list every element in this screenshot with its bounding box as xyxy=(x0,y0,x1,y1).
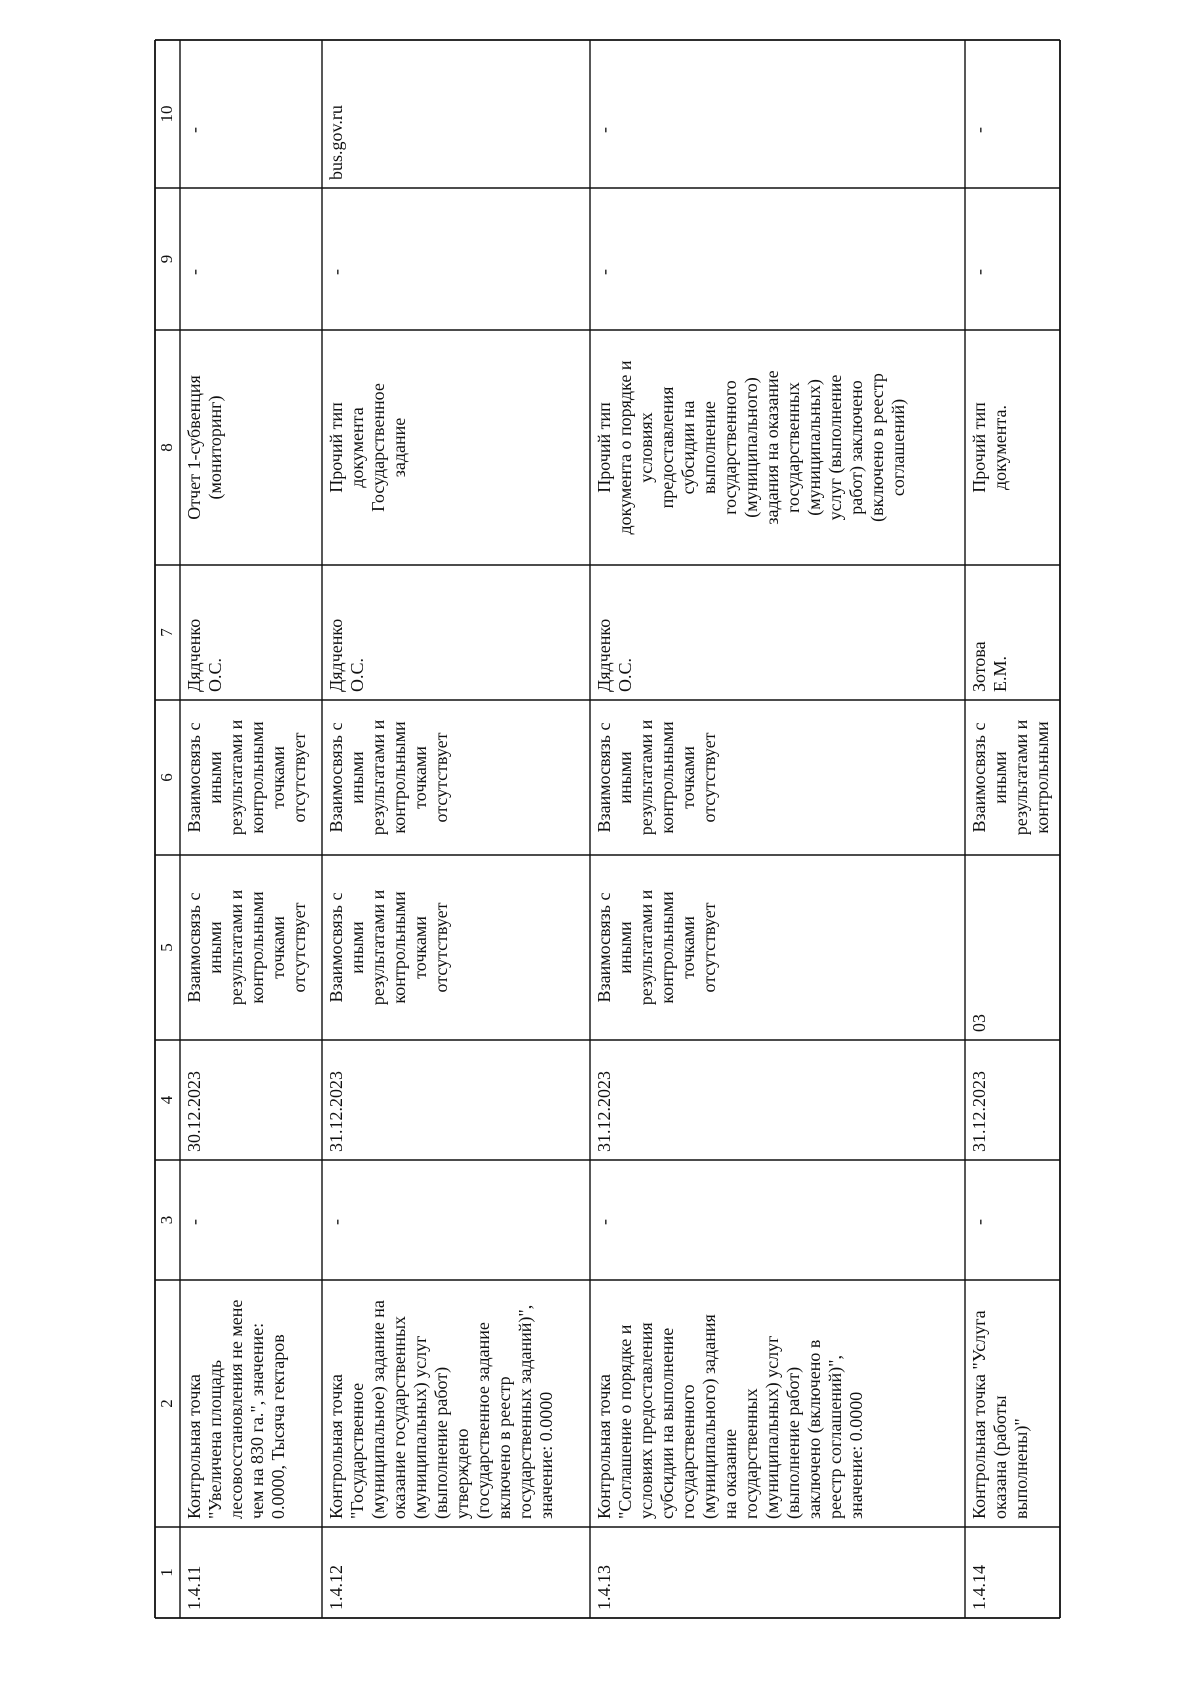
cell-col-2-line: (муниципальное) задание на xyxy=(368,1300,388,1519)
cell-col-6-line: контрольными xyxy=(389,721,409,834)
cell-col-6-line: Взаимосвязь с xyxy=(326,722,346,833)
cell-col-2 xyxy=(969,1310,1032,1519)
cell-col-5-line: точками xyxy=(410,916,430,979)
cell-col-8-line: задания на оказание xyxy=(762,370,782,525)
cell-col-1-line: 1.4.14 xyxy=(969,1565,989,1610)
cell-col-8-line: государственного xyxy=(720,380,740,515)
cell-col-6-line: отсутствует xyxy=(431,732,451,823)
cell-col-2-line: Контрольная точка "Услуга xyxy=(969,1310,989,1519)
cell-col-2-line: (муниципального) задания xyxy=(699,1314,719,1519)
cell-col-8-line: (муниципальных) xyxy=(804,379,824,516)
cell-col-5-line: 03 xyxy=(969,1014,989,1032)
cell-col-5-line: Взаимосвязь с xyxy=(594,892,614,1003)
cell-col-6-line: точками xyxy=(268,746,288,809)
column-number xyxy=(157,1095,176,1104)
cell-col-2-line: 0.0000, Тысяча гектаров xyxy=(268,1334,288,1519)
cell-col-2-line: (выполнение работ) xyxy=(431,1366,451,1519)
column-number-line: 4 xyxy=(157,1095,176,1105)
column-number xyxy=(157,106,176,123)
column-number-line: 3 xyxy=(157,1215,176,1225)
cell-col-8-line: задание xyxy=(389,417,409,478)
cell-col-7-line: О.С. xyxy=(347,657,367,692)
cell-col-2-line: реестр соглашений)", xyxy=(825,1354,845,1519)
cell-col-2 xyxy=(184,1300,288,1519)
cell-col-3 xyxy=(326,1219,346,1225)
column-number xyxy=(157,1568,176,1577)
cell-col-3 xyxy=(184,1219,204,1225)
cell-col-8-line: соглашений) xyxy=(888,398,908,497)
cell-col-1-line: 1.4.12 xyxy=(326,1565,346,1610)
cell-col-3-line: - xyxy=(326,1219,346,1225)
cell-col-6-line: Взаимосвязь с xyxy=(969,722,989,833)
cell-col-2 xyxy=(594,1314,866,1519)
cell-col-10 xyxy=(594,127,614,133)
cell-col-9-line: - xyxy=(594,269,614,275)
cell-col-8-line: (включено в реестр xyxy=(867,373,887,522)
cell-col-2-line: (выполнение работ) xyxy=(783,1366,803,1519)
cell-col-5 xyxy=(326,889,451,1005)
cell-col-4-line: 31.12.2023 xyxy=(594,1071,614,1152)
cell-col-6-line: результатами и xyxy=(368,719,388,836)
cell-col-2-line: чем на 830 га.", значение: xyxy=(247,1322,267,1519)
cell-col-2-line: значение: 0.0000 xyxy=(536,1391,556,1519)
cell-col-1 xyxy=(184,1566,204,1610)
column-number-line: 8 xyxy=(157,443,176,452)
cell-col-6 xyxy=(184,719,309,835)
cell-col-8-line: документа о порядке и xyxy=(615,360,635,535)
cell-col-2-line: "Увеличена площадь xyxy=(205,1359,225,1519)
cell-col-4-line: 31.12.2023 xyxy=(326,1071,346,1152)
cell-col-8-line: работ) заключено xyxy=(846,380,866,515)
cell-col-7-line: Е.М. xyxy=(990,656,1010,692)
column-number xyxy=(157,255,176,264)
cell-col-8 xyxy=(326,383,409,512)
cell-col-6 xyxy=(594,719,719,835)
cell-col-2 xyxy=(326,1300,556,1519)
cell-col-6-line: контрольными xyxy=(1032,721,1052,834)
cell-col-2-line: (государственное задание xyxy=(473,1322,493,1519)
cell-col-10-line: bus.gov.ru xyxy=(326,105,346,180)
cell-col-6-line: точками xyxy=(410,746,430,809)
cell-col-5-line: результатами и xyxy=(636,889,656,1006)
cell-col-10-line: - xyxy=(969,127,989,133)
cell-col-8-line: выполнение xyxy=(699,401,719,494)
column-number-line: 10 xyxy=(157,105,176,123)
cell-col-5-line: Взаимосвязь с xyxy=(326,892,346,1003)
cell-col-6-line: контрольными xyxy=(657,721,677,834)
cell-col-6-line: результатами и xyxy=(226,719,246,836)
table-cells xyxy=(157,105,1052,1610)
cell-col-7-line: Зотова xyxy=(969,641,989,692)
cell-col-5-line: результатами и xyxy=(226,889,246,1006)
cell-col-6-line: результатами и xyxy=(636,719,656,836)
cell-col-6-line: Взаимосвязь с xyxy=(184,722,204,833)
cell-col-7 xyxy=(326,619,367,692)
cell-col-2-line: "Соглашение о порядке и xyxy=(615,1324,635,1519)
cell-col-5 xyxy=(969,1014,989,1032)
cell-col-8-line: услуг (выполнение xyxy=(825,374,845,521)
cell-col-8-line: государственных xyxy=(783,382,803,513)
cell-col-2-line: (муниципальных) услуг xyxy=(762,1335,782,1519)
cell-col-4-line: 31.12.2023 xyxy=(969,1071,989,1152)
cell-col-8-line: Отчет 1-субвенция xyxy=(184,375,204,520)
cell-col-6-line: точками xyxy=(678,746,698,809)
cell-col-5-line: контрольными xyxy=(389,891,409,1004)
cell-col-5-line: иными xyxy=(205,921,225,974)
cell-col-6-line: контрольными xyxy=(247,721,267,834)
cell-col-4 xyxy=(326,1071,346,1152)
cell-col-2-line: государственных xyxy=(741,1388,761,1519)
cell-col-9-line: - xyxy=(184,269,204,275)
cell-col-6-line: иными xyxy=(615,751,635,804)
cell-col-6-line: отсутствует xyxy=(699,732,719,823)
cell-col-8-line: предоставления xyxy=(657,386,677,509)
column-number xyxy=(157,773,176,782)
cell-col-3-line: - xyxy=(594,1219,614,1225)
cell-col-3-line: - xyxy=(969,1219,989,1225)
cell-col-6 xyxy=(969,719,1052,835)
cell-col-5-line: иными xyxy=(347,921,367,974)
cell-col-5-line: контрольными xyxy=(247,891,267,1004)
cell-col-4 xyxy=(969,1071,989,1152)
cell-col-9 xyxy=(326,269,346,275)
column-number xyxy=(157,443,176,452)
cell-col-6-line: иными xyxy=(205,751,225,804)
cell-col-2-line: Контрольная точка xyxy=(326,1374,346,1519)
cell-col-6-line: Взаимосвязь с xyxy=(594,722,614,833)
cell-col-6-line: результатами и xyxy=(1011,719,1031,836)
column-number xyxy=(157,943,176,952)
cell-col-7-line: О.С. xyxy=(615,657,635,692)
column-number-line: 1 xyxy=(157,1568,176,1577)
cell-col-2-line: государственных заданий)", xyxy=(515,1304,535,1519)
column-number xyxy=(157,628,176,637)
cell-col-2-line: условиях предоставления xyxy=(636,1322,656,1519)
cell-col-10 xyxy=(969,127,989,133)
cell-col-10-line: - xyxy=(184,127,204,133)
cell-col-5-line: иными xyxy=(615,921,635,974)
cell-col-2-line: Контрольная точка xyxy=(184,1374,204,1519)
cell-col-2-line: утверждено xyxy=(452,1428,472,1519)
cell-col-8-line: Прочий тип xyxy=(969,402,989,493)
cell-col-9-line: - xyxy=(326,269,346,275)
cell-col-5-line: Взаимосвязь с xyxy=(184,892,204,1003)
cell-col-8 xyxy=(969,402,1010,493)
column-number xyxy=(157,1216,176,1225)
cell-col-2-line: субсидии на выполнение xyxy=(657,1327,677,1519)
cell-col-2-line: Контрольная точка xyxy=(594,1374,614,1519)
cell-col-4 xyxy=(184,1071,204,1152)
cell-col-10 xyxy=(326,105,346,180)
cell-col-2-line: заключено (включено в xyxy=(804,1339,824,1519)
cell-col-1 xyxy=(969,1565,989,1610)
cell-col-2-line: "Государственное xyxy=(347,1382,367,1519)
cell-col-1 xyxy=(326,1565,346,1610)
cell-col-2-line: (муниципальных) услуг xyxy=(410,1335,430,1519)
cell-col-9 xyxy=(184,269,204,275)
cell-col-5-line: контрольными xyxy=(657,891,677,1004)
cell-col-4-line: 30.12.2023 xyxy=(184,1071,204,1152)
cell-col-7 xyxy=(594,619,635,692)
column-number-line: 6 xyxy=(157,773,176,782)
cell-col-5-line: результатами и xyxy=(368,889,388,1006)
cell-col-8-line: (муниципального) xyxy=(741,377,761,518)
cell-col-10-line: - xyxy=(594,127,614,133)
cell-col-2-line: лесовосстановления не мене xyxy=(226,1299,246,1519)
column-number-line: 2 xyxy=(157,1399,176,1408)
cell-col-5-line: точками xyxy=(268,916,288,979)
cell-col-3-line: - xyxy=(184,1219,204,1225)
column-number-line: 9 xyxy=(157,254,176,264)
cell-col-8-line: Прочий тип xyxy=(594,402,614,493)
cell-col-8-line: субсидии на xyxy=(678,400,698,495)
cell-col-8-line: документа xyxy=(347,407,367,488)
cell-col-8-line: условиях xyxy=(636,412,656,483)
cell-col-7 xyxy=(184,619,225,692)
cell-col-9-line: - xyxy=(969,269,989,275)
cell-col-6-line: отсутствует xyxy=(289,732,309,823)
cell-col-8-line: документа. xyxy=(990,405,1010,490)
cell-col-5-line: отсутствует xyxy=(699,902,719,993)
cell-col-10 xyxy=(184,127,204,133)
column-number-line: 7 xyxy=(157,628,176,637)
cell-col-5-line: отсутствует xyxy=(431,902,451,993)
cell-col-1-line: 1.4.11 xyxy=(184,1565,204,1610)
cell-col-2-line: выполнены)" xyxy=(1011,1418,1031,1519)
cell-col-5-line: точками xyxy=(678,916,698,979)
cell-col-9 xyxy=(594,269,614,275)
cell-col-2-line: оказана (работы xyxy=(990,1395,1010,1519)
cell-col-8 xyxy=(184,375,226,520)
cell-col-5-line: отсутствует xyxy=(289,902,309,993)
cell-col-4 xyxy=(594,1071,614,1152)
cell-col-7-line: О.С. xyxy=(205,657,225,692)
cell-col-7-line: Дядченко xyxy=(594,618,614,692)
cell-col-8-line: Государственное xyxy=(368,383,388,512)
cell-col-6-line: иными xyxy=(347,751,367,804)
cell-col-1-line: 1.4.13 xyxy=(594,1565,614,1610)
cell-col-1 xyxy=(594,1565,614,1610)
cell-col-7 xyxy=(969,641,1010,692)
cell-col-3 xyxy=(594,1219,614,1225)
cell-col-2-line: значение: 0.0000 xyxy=(846,1391,866,1519)
cell-col-2-line: государственного xyxy=(678,1384,698,1519)
cell-col-5 xyxy=(184,889,309,1005)
cell-col-5 xyxy=(594,889,719,1005)
cell-col-7-line: Дядченко xyxy=(184,618,204,692)
cell-col-2-line: оказание государственных xyxy=(389,1315,409,1519)
cell-col-3 xyxy=(969,1219,989,1225)
column-number-line: 5 xyxy=(157,943,176,952)
cell-col-6-line: иными xyxy=(990,751,1010,804)
cell-col-8-line: Прочий тип xyxy=(326,402,346,493)
column-number xyxy=(157,1399,176,1408)
cell-col-2-line: включено в реестр xyxy=(494,1376,514,1519)
cell-col-7-line: Дядченко xyxy=(326,618,346,692)
cell-col-9 xyxy=(969,269,989,275)
cell-col-8 xyxy=(594,360,909,534)
cell-col-6 xyxy=(326,719,451,835)
cell-col-2-line: на оказание xyxy=(720,1429,740,1519)
cell-col-8-line: (мониторинг) xyxy=(205,395,225,500)
